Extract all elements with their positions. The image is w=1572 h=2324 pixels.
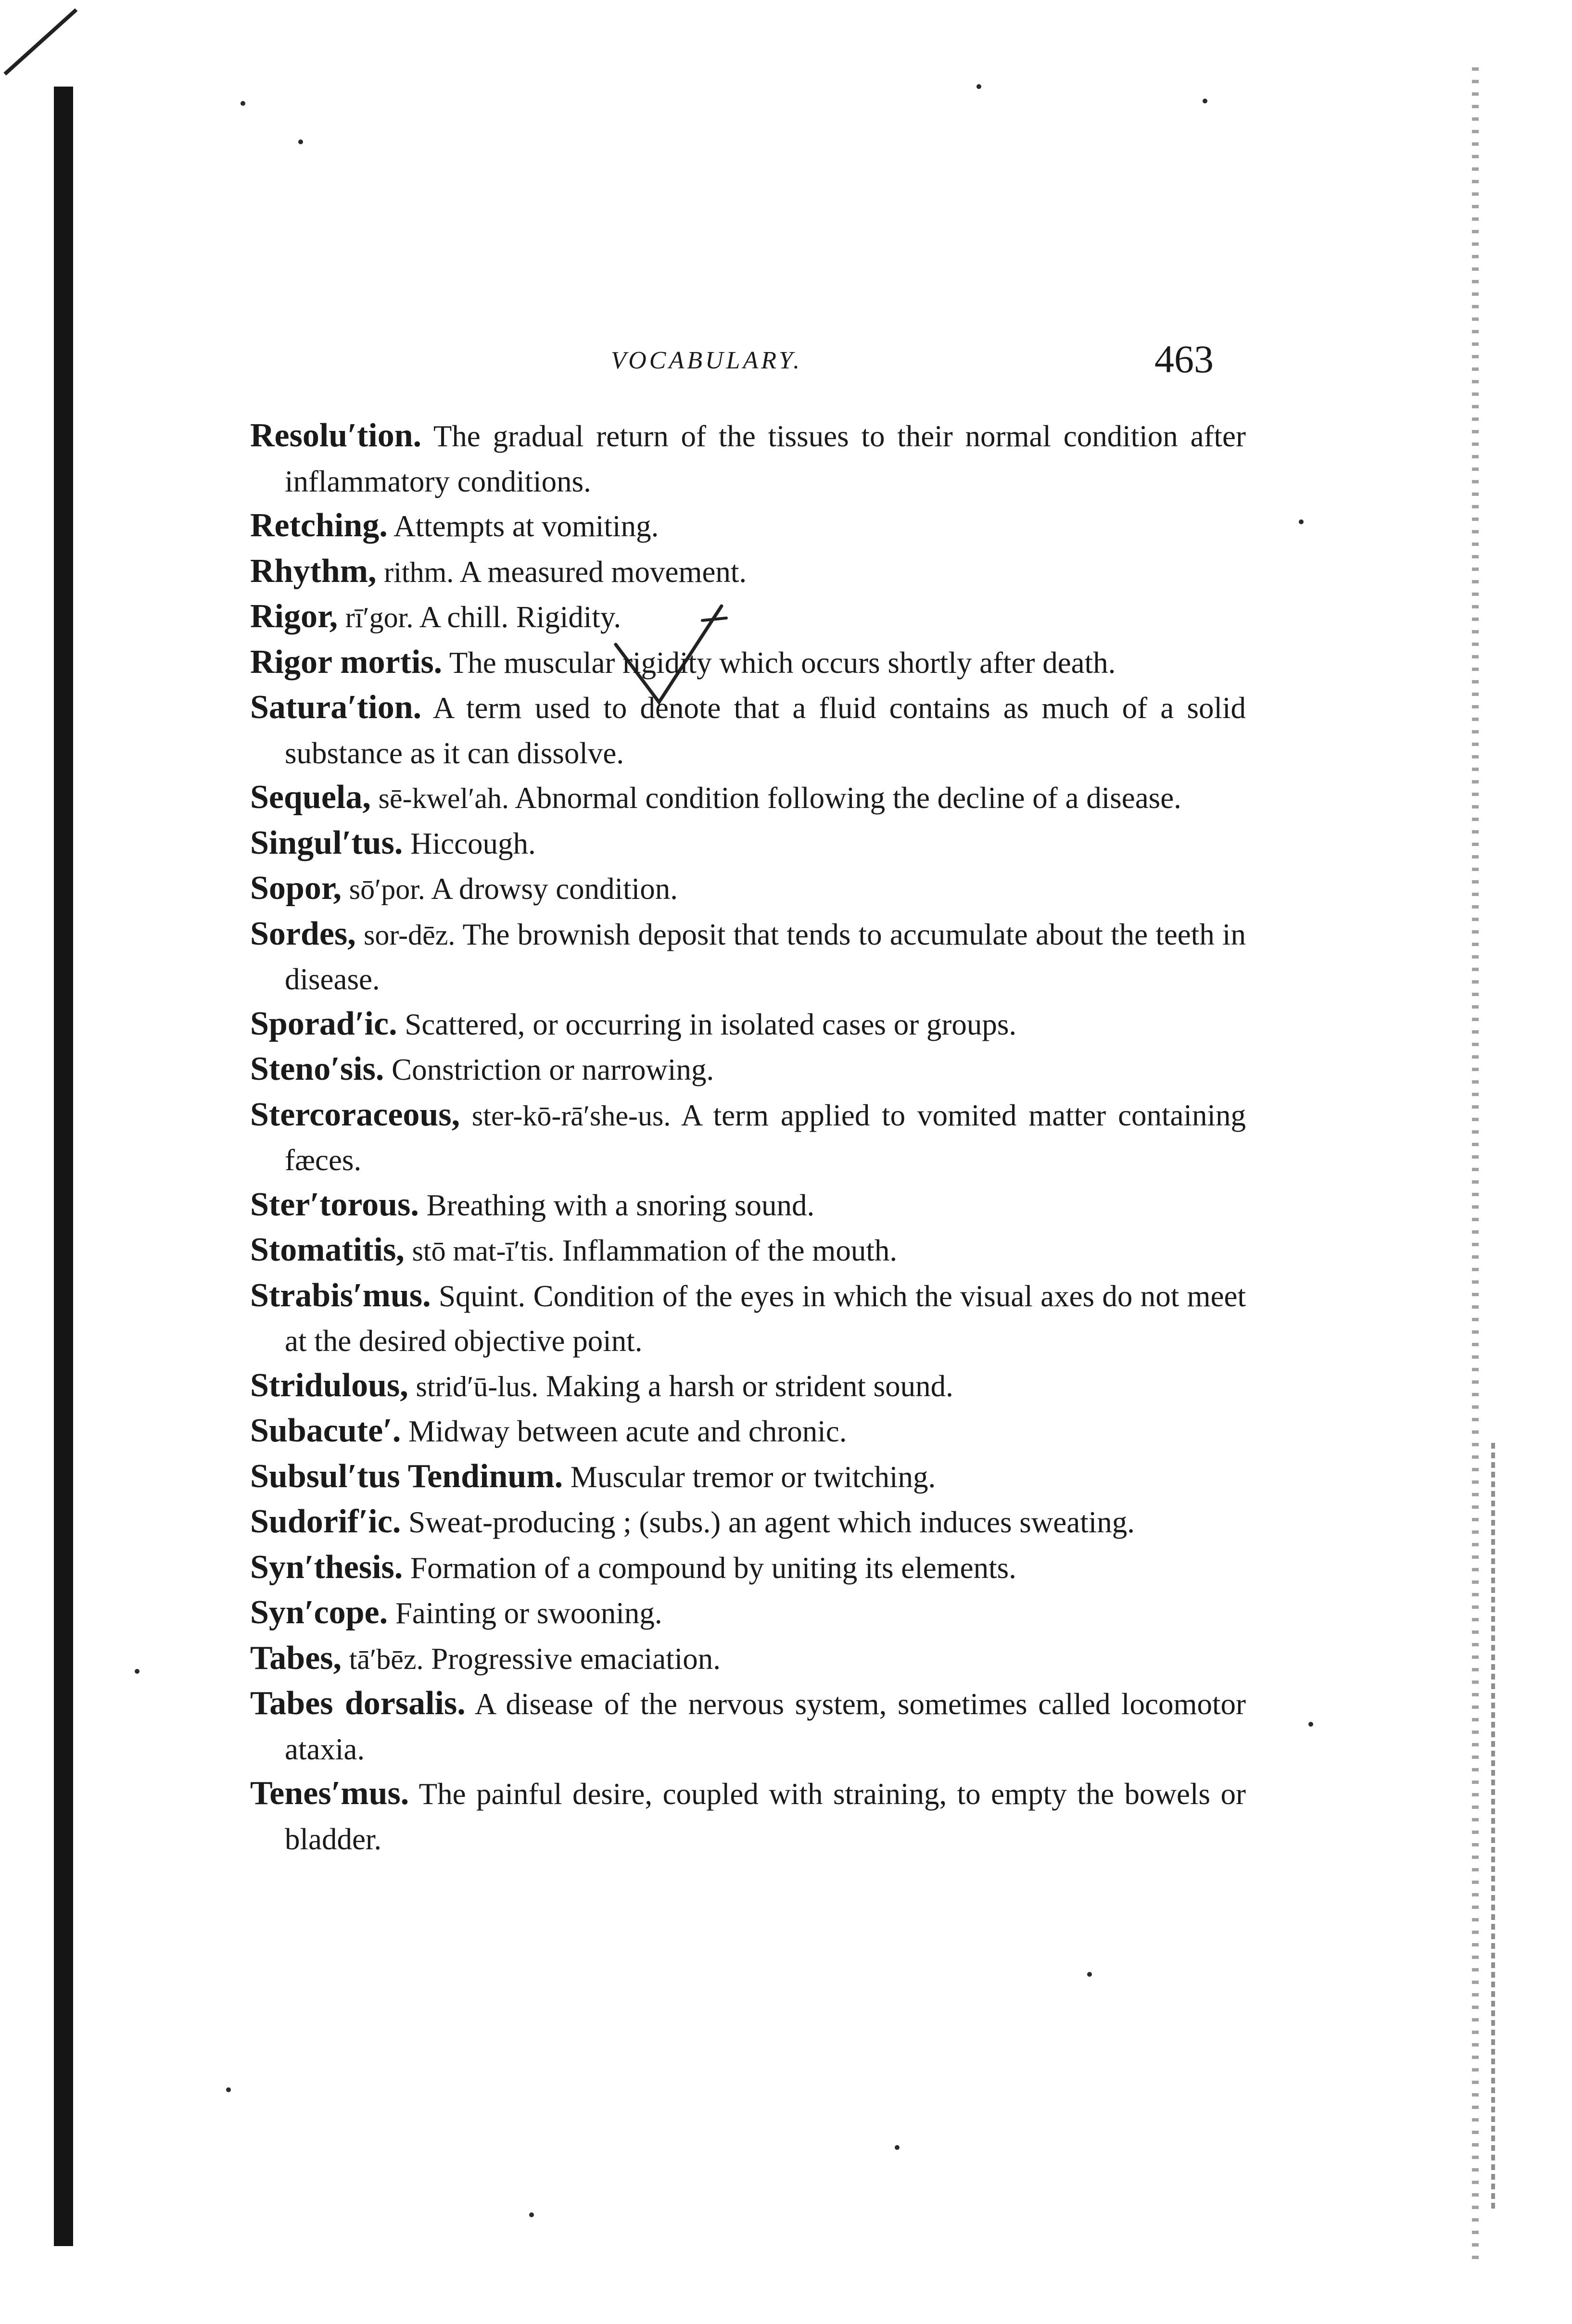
vocabulary-entry (250, 414, 1246, 504)
entry-pronunciation: tā′bēz. (349, 1643, 424, 1675)
entry-headword: Singul′tus. (250, 824, 403, 861)
vocabulary-entry (250, 775, 1246, 821)
entry-definition: A term used to denote that a fluid contains as much of a solid substance as it can dissolve. (285, 691, 1246, 770)
entry-definition: Midway between acute and chronic. (408, 1415, 847, 1448)
entry-definition: The muscular rigidity which occurs shortly after death. (449, 645, 1116, 680)
vocabulary-entry (250, 1591, 1246, 1636)
vocabulary-entry (250, 1771, 1246, 1861)
vocabulary-entry (250, 912, 1246, 1002)
entry-headword: Rhythm, (250, 552, 377, 590)
speck (241, 101, 245, 106)
entry-pronunciation: sō′por. (349, 873, 425, 905)
scan-mark (3, 8, 77, 76)
entry-pronunciation: strid′ū-lus. (416, 1370, 539, 1402)
entry-pronunciation: sor-dēz. (364, 919, 456, 951)
entry-pronunciation: rī′gor. (345, 602, 414, 633)
entry-headword: Rigor mortis. (250, 643, 443, 681)
speck (1308, 1722, 1313, 1727)
entry-definition: Attempts at vomiting. (393, 509, 659, 543)
vocabulary-entry (250, 1409, 1246, 1454)
speck (1299, 519, 1304, 524)
entry-headword: Ster′torous. (250, 1186, 419, 1223)
entry-definition: Making a harsh or strident sound. (546, 1369, 953, 1403)
entry-definition: Scattered, or occurring in isolated cases or groups. (405, 1007, 1017, 1041)
speck (1087, 1972, 1092, 1977)
entry-pronunciation: ster-kō-rā′she-us. (471, 1099, 671, 1132)
vocabulary-entry (250, 1047, 1246, 1093)
entry-headword: Syn′thesis. (250, 1548, 403, 1586)
entry-headword: Stomatitis, (250, 1231, 405, 1268)
entry-definition: The brownish deposit that tends to accumulate about the teeth in disease. (285, 917, 1246, 996)
entry-definition: Squint. Condition of the eyes in which the visual axes do not meet at the desired objective point. (285, 1279, 1246, 1358)
entry-definition: A chill. Rigidity. (419, 600, 621, 634)
entry-definition: Formation of a compound by uniting its elements. (410, 1551, 1016, 1585)
vocabulary-entry (250, 1274, 1246, 1364)
entry-pronunciation: sē-kwel′ah. (378, 783, 509, 814)
entry-headword: Strabis′mus. (250, 1276, 431, 1314)
entry-definition: Progressive emaciation. (431, 1642, 721, 1676)
page-edge-shadow (1472, 67, 1479, 2261)
vocabulary-entry (250, 821, 1246, 867)
running-title: VOCABULARY. (611, 347, 803, 374)
entry-headword: Satura′tion. (250, 689, 422, 726)
entry-definition: Abnormal condition following the decline of a disease. (515, 781, 1181, 815)
vocabulary-entry (250, 1002, 1246, 1048)
entry-definition: Hiccough. (410, 826, 536, 860)
entry-headword: Rigor, (250, 598, 338, 635)
entry-headword: Sequela, (250, 779, 371, 816)
speck (226, 2087, 231, 2092)
vocabulary-list (250, 414, 1246, 1861)
vocabulary-entry (250, 1500, 1246, 1545)
entry-headword: Steno′sis. (250, 1050, 384, 1087)
entry-headword: Tabes, (250, 1639, 342, 1677)
entry-definition: Inflammation of the mouth. (562, 1234, 898, 1267)
vocabulary-entry (250, 866, 1246, 912)
vocabulary-entry (250, 640, 1246, 686)
page-edge-shadow-2 (1491, 1443, 1495, 2212)
entry-definition: Fainting or swooning. (395, 1596, 662, 1630)
entry-headword: Syn′cope. (250, 1594, 388, 1631)
speck (298, 139, 303, 144)
entry-headword: Sporad′ic. (250, 1005, 397, 1042)
entry-headword: Subsul′tus Tendinum. (250, 1457, 563, 1495)
entry-definition: The gradual return of the tissues to their normal condition after inflammatory conditions. (285, 419, 1246, 498)
entry-headword: Stridulous, (250, 1366, 408, 1404)
entry-headword: Subacute′. (250, 1412, 401, 1449)
speck (1203, 99, 1207, 103)
entry-definition: A measured movement. (459, 555, 747, 589)
vocabulary-entry (250, 549, 1246, 595)
vocabulary-entry (250, 1183, 1246, 1228)
vocabulary-entry (250, 1093, 1246, 1183)
entry-definition: Constriction or narrowing. (392, 1053, 714, 1086)
binding-shadow (54, 87, 73, 2246)
vocabulary-entry (250, 1545, 1246, 1591)
vocabulary-entry (250, 1681, 1246, 1771)
speck (135, 1669, 139, 1674)
speck (895, 2145, 900, 2150)
page-number: 463 (1154, 337, 1214, 381)
speck (529, 2212, 534, 2217)
entry-pronunciation: stō mat-ī′tis. (412, 1235, 555, 1267)
entry-definition: A drowsy condition. (431, 872, 678, 906)
entry-pronunciation: rithm. (384, 556, 454, 588)
entry-headword: Resolu′tion. (250, 417, 422, 454)
entry-definition: Sweat-producing ; (subs.) an agent which induces sweating. (408, 1505, 1135, 1539)
entry-definition: Breathing with a snoring sound. (426, 1188, 815, 1222)
entry-headword: Stercoraceous, (250, 1096, 460, 1133)
vocabulary-entry (250, 1228, 1246, 1274)
entry-headword: Sopor, (250, 870, 342, 907)
entry-definition: A disease of the nervous system, sometimes called locomotor ataxia. (285, 1687, 1246, 1766)
vocabulary-entry (250, 1364, 1246, 1409)
entry-headword: Sordes, (250, 915, 356, 952)
speck (976, 84, 981, 89)
vocabulary-entry (250, 504, 1246, 549)
entry-headword: Tenes′mus. (250, 1775, 409, 1812)
entry-definition: Muscular tremor or twitching. (570, 1460, 936, 1494)
entry-headword: Tabes dorsalis. (250, 1685, 466, 1722)
vocabulary-entry (250, 1636, 1246, 1682)
vocabulary-entry (250, 1454, 1246, 1500)
vocabulary-entry (250, 685, 1246, 775)
entry-definition: The painful desire, coupled with straining, to empty the bowels or bladder. (285, 1777, 1246, 1856)
entry-headword: Retching. (250, 507, 388, 544)
entry-definition: A term applied to vomited matter containing fæces. (285, 1098, 1246, 1177)
running-head (0, 337, 1572, 394)
entry-headword: Sudorif′ic. (250, 1503, 401, 1540)
vocabulary-entry (250, 594, 1246, 640)
